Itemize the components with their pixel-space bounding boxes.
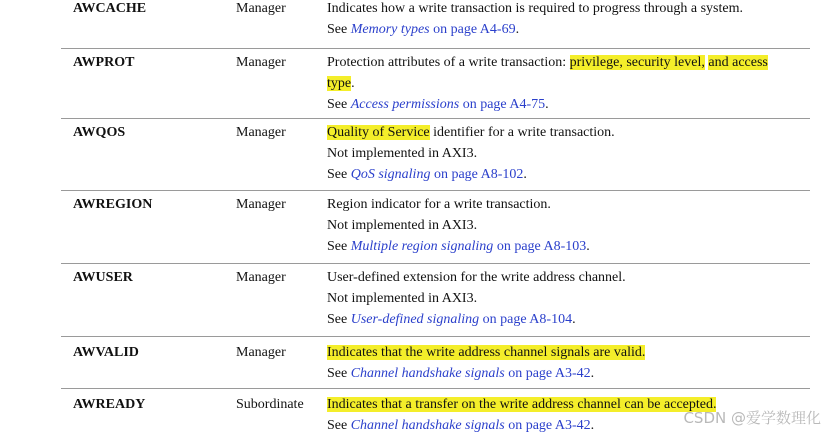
reference-link[interactable]: Multiple region signaling on page A8-103	[350, 239, 587, 254]
description-text: Not implemented in AXI3.	[327, 291, 478, 306]
csdn-watermark: CSDN @爱学数理化	[683, 409, 821, 427]
reference-link[interactable]: Channel handshake signals on page A3-42	[350, 418, 591, 433]
signal-description	[327, 194, 797, 257]
see-reference: See Access permissions on page A4-75.	[327, 97, 549, 112]
signal-name: AWVALID	[73, 345, 139, 360]
signal-description	[327, 267, 797, 330]
see-reference: See Multiple region signaling on page A8-103.	[327, 239, 590, 254]
description-text	[327, 342, 797, 363]
reference-link[interactable]: Access permissions on page A4-75	[350, 97, 546, 112]
signal-source: Manager	[236, 55, 286, 70]
table-row	[61, 119, 810, 191]
table-row	[61, 264, 810, 337]
signal-description	[327, 0, 797, 40]
signal-source: Manager	[236, 270, 286, 285]
signal-source: Manager	[236, 197, 286, 212]
table-row	[61, 49, 810, 119]
see-reference: See Channel handshake signals on page A3-42.	[327, 418, 595, 433]
description-text: Quality of Service identifier for a write transaction.	[327, 125, 615, 140]
signal-name: AWREADY	[73, 397, 146, 412]
signal-source: Manager	[236, 125, 286, 140]
description-text: Not implemented in AXI3.	[327, 146, 478, 161]
table-row	[61, 191, 810, 264]
highlight: Indicates that the write address channel signals are valid.	[327, 345, 646, 360]
signal-source: Manager	[236, 1, 286, 16]
description-text: Region indicator for a write transaction.	[327, 197, 551, 212]
highlight: Quality of Service	[327, 125, 430, 140]
signal-source: Subordinate	[236, 397, 304, 412]
signal-name: AWPROT	[73, 55, 135, 70]
reference-link[interactable]: Memory types on page A4-69	[350, 22, 516, 37]
signal-name: AWCACHE	[73, 1, 147, 16]
reference-link[interactable]: User-defined signaling on page A8-104	[350, 312, 573, 327]
description-text: Protection attributes of a write transaction: privilege, security level, and access type.	[327, 55, 768, 91]
see-reference: See Channel handshake signals on page A3-42.	[327, 366, 595, 381]
reference-link[interactable]: QoS signaling on page A8-102	[350, 167, 524, 182]
see-reference: See User-defined signaling on page A8-104.	[327, 312, 576, 327]
description-text: Indicates how a write transaction is required to progress through a system.	[327, 1, 744, 16]
signal-source: Manager	[236, 345, 286, 360]
table-row	[61, 0, 810, 49]
table-row	[61, 337, 810, 389]
highlight: Indicates that a transfer on the write address channel can be accepted.	[327, 397, 717, 412]
reference-link[interactable]: Channel handshake signals on page A3-42	[350, 366, 591, 381]
highlight: and access type	[327, 55, 768, 91]
signal-description	[327, 122, 797, 185]
signal-table	[61, 0, 810, 439]
signal-description	[327, 342, 797, 384]
see-reference: See Memory types on page A4-69.	[327, 22, 520, 37]
description-text: User-defined extension for the write address channel.	[327, 270, 626, 285]
see-reference: See QoS signaling on page A8-102.	[327, 167, 527, 182]
signal-name: AWREGION	[73, 197, 153, 212]
description-text: Not implemented in AXI3.	[327, 218, 478, 233]
signal-name: AWQOS	[73, 125, 126, 140]
highlight: privilege, security level,	[569, 55, 705, 70]
signal-name: AWUSER	[73, 270, 133, 285]
signal-description	[327, 52, 797, 115]
